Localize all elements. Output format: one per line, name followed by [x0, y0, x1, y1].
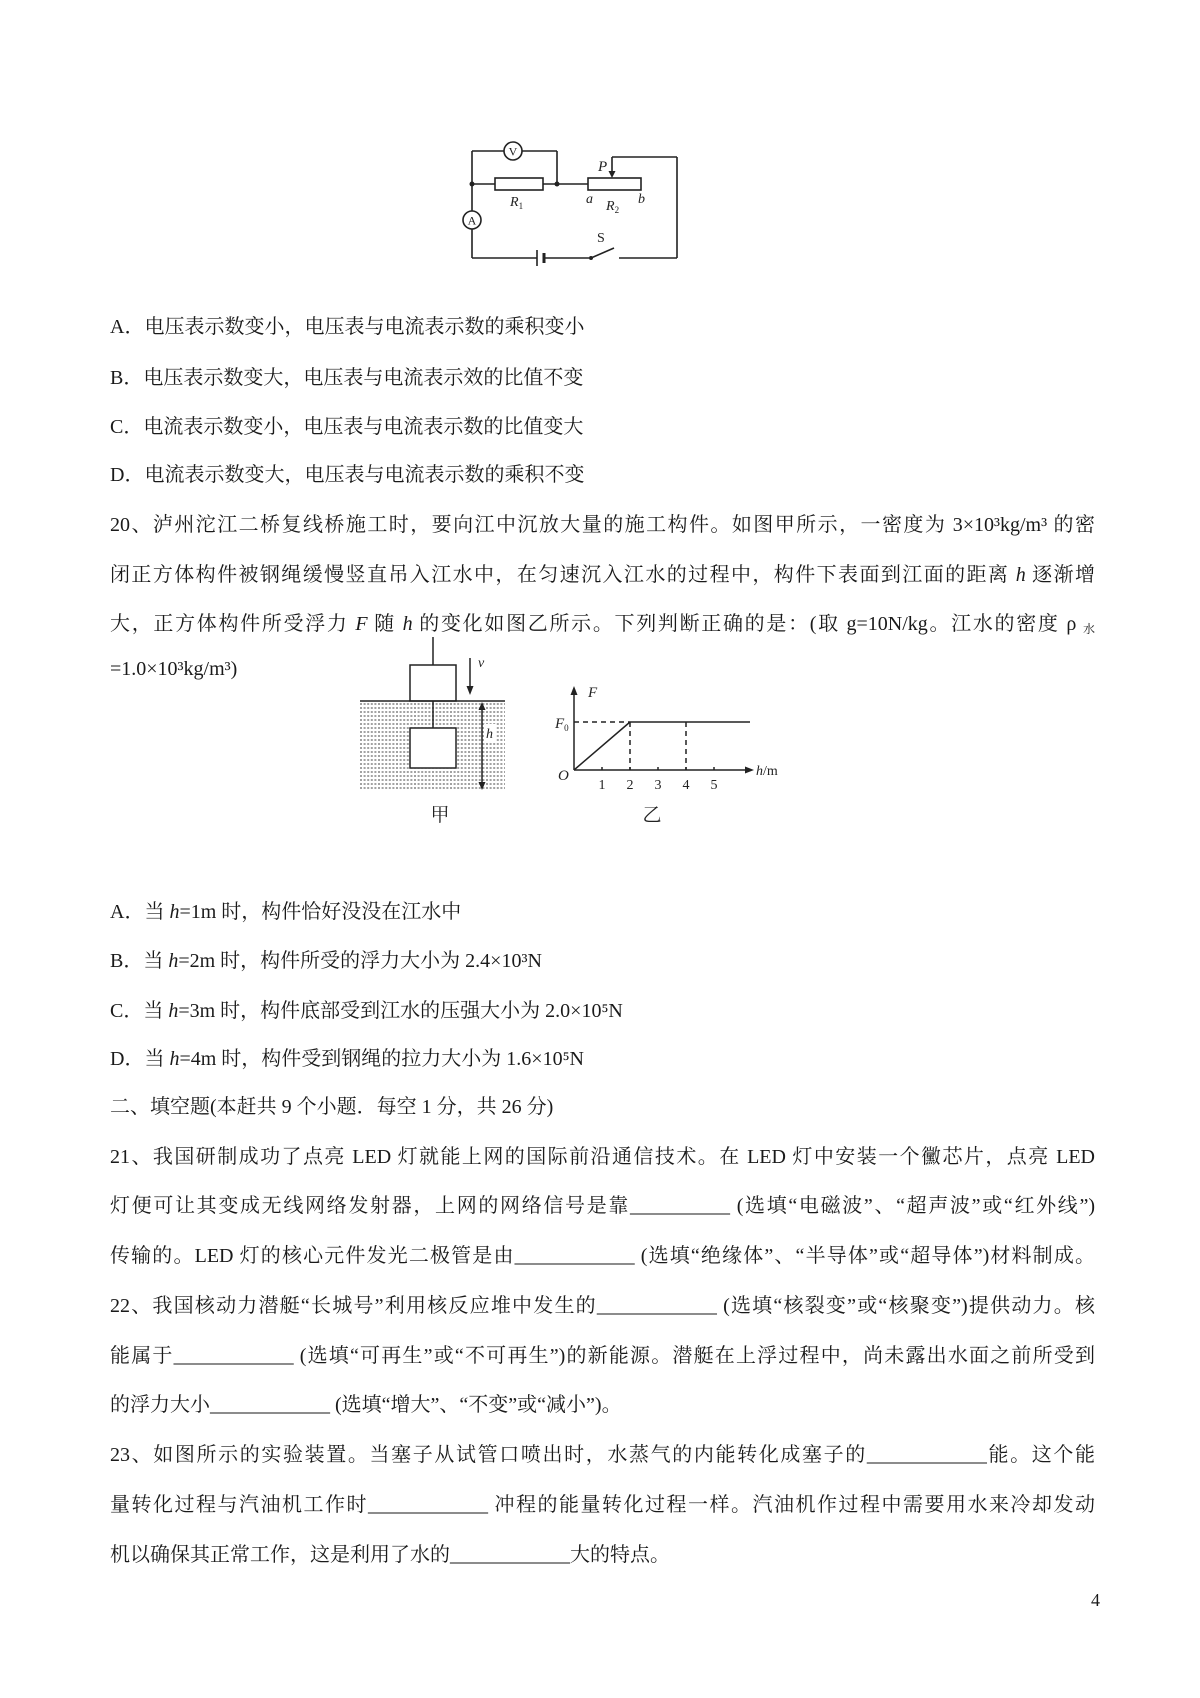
- q20-option-d-prefix: D．当: [110, 1048, 170, 1070]
- resistor-r1: [495, 178, 543, 190]
- q20-line-2-tail: 逐渐增: [1025, 564, 1096, 586]
- voltmeter-label: V: [508, 144, 518, 159]
- q22-line-1: 22、我国核动力潜艇“长城号”利用核反应堆中发生的____________ (选填“核裂变”或“核聚变”)提供动力。核: [110, 1295, 1095, 1317]
- q20-line-3-text-1: 大，正方体构件所受浮力: [110, 613, 356, 635]
- q20-line-3-text-3: 的变化如图乙所示。下列判断正确的是：(取 g=10N/kg。江水的密度 ρ: [412, 613, 1083, 635]
- q20-option-c-text: =3m 时，构件底部受到江水的压强大小为 2.0×10⁵N: [178, 1000, 623, 1022]
- depth-arrowhead-top: [479, 702, 486, 710]
- q20-option-d-variable: h: [169, 1048, 180, 1070]
- x-tick-label-5: 5: [710, 778, 718, 793]
- q20-option-d-text: =4m 时，构件受到钢绳的拉力大小为 1.6×10⁵N: [179, 1048, 584, 1070]
- cube-component: [410, 728, 456, 768]
- r2-symbol: R: [606, 199, 615, 214]
- q20-option-c-variable: h: [168, 1000, 179, 1022]
- q19-option-c: C．电流表示数变小，电压表与电流表示数的比值变大: [110, 416, 584, 438]
- q23-line-1: 23、如图所示的实验装置。当塞子从试管口喷出时，水蒸气的内能转化成塞子的____________能。这个能: [110, 1444, 1095, 1466]
- depth-arrowhead-bottom: [479, 782, 486, 790]
- q20-line-1: 20、泸州沱江二桥复线桥施工时，要向江中沉放大量的施工构件。如图甲所示，一密度为 3×10³kg/m³ 的密: [110, 514, 1095, 536]
- q23-line-3: 机以确保其正常工作，这是利用了水的____________大的特点。: [110, 1544, 670, 1566]
- switch-label: S: [597, 231, 605, 246]
- x-tick-label-4: 4: [682, 778, 690, 793]
- buoyancy-rising-segment: [574, 722, 630, 770]
- q21-line-2: 灯便可让其变成无线网络发射器，上网的网络信号是靠__________ (选填“电磁波”、“超声波”或“红外线”): [110, 1195, 1095, 1217]
- crane-block: [410, 665, 456, 701]
- f0-symbol: F: [555, 716, 565, 732]
- r2-subscript: 2: [614, 205, 620, 215]
- x-tick-label-2: 2: [626, 778, 634, 793]
- q20-option-a-prefix: A．当: [110, 901, 170, 923]
- figure-yi-caption: 乙: [642, 804, 662, 826]
- x-axis-unit: /m: [763, 764, 778, 779]
- y-axis-label: F: [588, 685, 598, 701]
- q20-option-b-prefix: B．当: [110, 950, 169, 972]
- q20-line-3-subscript: 水: [1083, 622, 1096, 636]
- q20-option-a-variable: h: [169, 901, 180, 923]
- q20-option-c: [110, 996, 1095, 1026]
- x-axis-label: [756, 764, 778, 779]
- velocity-label: v: [478, 656, 485, 671]
- f0-subscript: 0: [564, 723, 569, 733]
- r1-symbol: R: [510, 195, 519, 210]
- q20-figures: [350, 632, 780, 830]
- q19-option-d: D．电流表示数变大，电压表与电流表示数的乘积不变: [110, 464, 585, 486]
- page-number: 4: [1091, 1590, 1100, 1610]
- q20-option-b-variable: h: [168, 950, 179, 972]
- q21-line-1: 21、我国研制成功了点亮 LED 灯就能上网的国际前沿通信技术。在 LED 灯中安装一个黴芯片，点亮 LED: [110, 1146, 1095, 1168]
- q20-line-2-variable: h: [1015, 564, 1026, 586]
- origin-label: O: [558, 768, 569, 784]
- r1-label: [509, 195, 523, 211]
- depth-label: h: [486, 727, 493, 742]
- slider-label: P: [598, 159, 608, 175]
- r1-subscript: 1: [518, 201, 524, 211]
- f0-label: [554, 716, 569, 733]
- q20-option-a-text: =1m 时，构件恰好没没在江水中: [179, 901, 462, 923]
- q20-line-3-variable-h: h: [402, 613, 413, 635]
- junction-dot: [470, 182, 475, 187]
- q19-option-b: B．电压表示数变大，电压表与电流表示效的比值不变: [110, 367, 584, 389]
- q20-line-2-text: 闭正方体构件被钢绳缓慢竖直吊入江水中，在匀速沉入江水的过程中，构件下表面到江面的距离: [110, 564, 1016, 586]
- x-tick-label-1: 1: [598, 778, 606, 793]
- r2-label: [605, 199, 619, 215]
- figure-jia-caption: 甲: [430, 804, 450, 826]
- x-tick-label-3: 3: [654, 778, 662, 793]
- slider-arrowhead: [609, 171, 616, 178]
- junction-dot: [555, 182, 560, 187]
- q23-line-2: 量转化过程与汽油机工作时____________ 冲程的能量转化过程一样。汽油机作过程中需要用水来冷却发动: [110, 1494, 1095, 1516]
- x-axis-arrowhead: [745, 767, 754, 774]
- end-a-label: a: [586, 192, 593, 207]
- q20-line-3-text-2: 随: [367, 613, 403, 635]
- section-2-heading: 二、填空题(本赶共 9 个小题．每空 1 分，共 26 分): [110, 1096, 554, 1118]
- q20-option-c-prefix: C．当: [110, 1000, 169, 1022]
- resistor-r2: [588, 178, 641, 190]
- q22-line-2: 能属于____________ (选填“可再生”或“不可再生”)的新能源。潜艇在上浮过程中，尚未露出水面之前所受到: [110, 1345, 1095, 1367]
- velocity-arrowhead: [467, 686, 474, 695]
- q20-option-b: [110, 946, 1095, 976]
- switch-blade: [591, 248, 614, 258]
- q20-line-4: =1.0×10³kg/m³): [110, 658, 238, 680]
- ammeter-label: A: [467, 213, 477, 228]
- y-axis-arrowhead: [571, 686, 578, 695]
- q21-line-3: 传输的。LED 灯的核心元件发光二极管是由____________ (选填“绝缘体”、“半导体”或“超导体”)材料制成。: [110, 1245, 1095, 1267]
- end-b-label: b: [638, 192, 645, 207]
- circuit-diagram: [455, 138, 695, 273]
- q19-option-a: A．电压表示数变小，电压表与电流表示数的乘积变小: [110, 316, 585, 338]
- q20-option-d: [110, 1044, 1095, 1074]
- q20-line-3-variable-f: F: [355, 613, 368, 635]
- q22-line-3: 的浮力大小____________ (选填“增大”、“不变”或“减小”)。: [110, 1394, 622, 1416]
- q20-line-2: [110, 560, 1095, 590]
- x-axis-variable: h: [756, 764, 763, 779]
- q20-option-a: [110, 897, 1095, 927]
- q20-option-b-text: =2m 时，构件所受的浮力大小为 2.4×10³N: [178, 950, 542, 972]
